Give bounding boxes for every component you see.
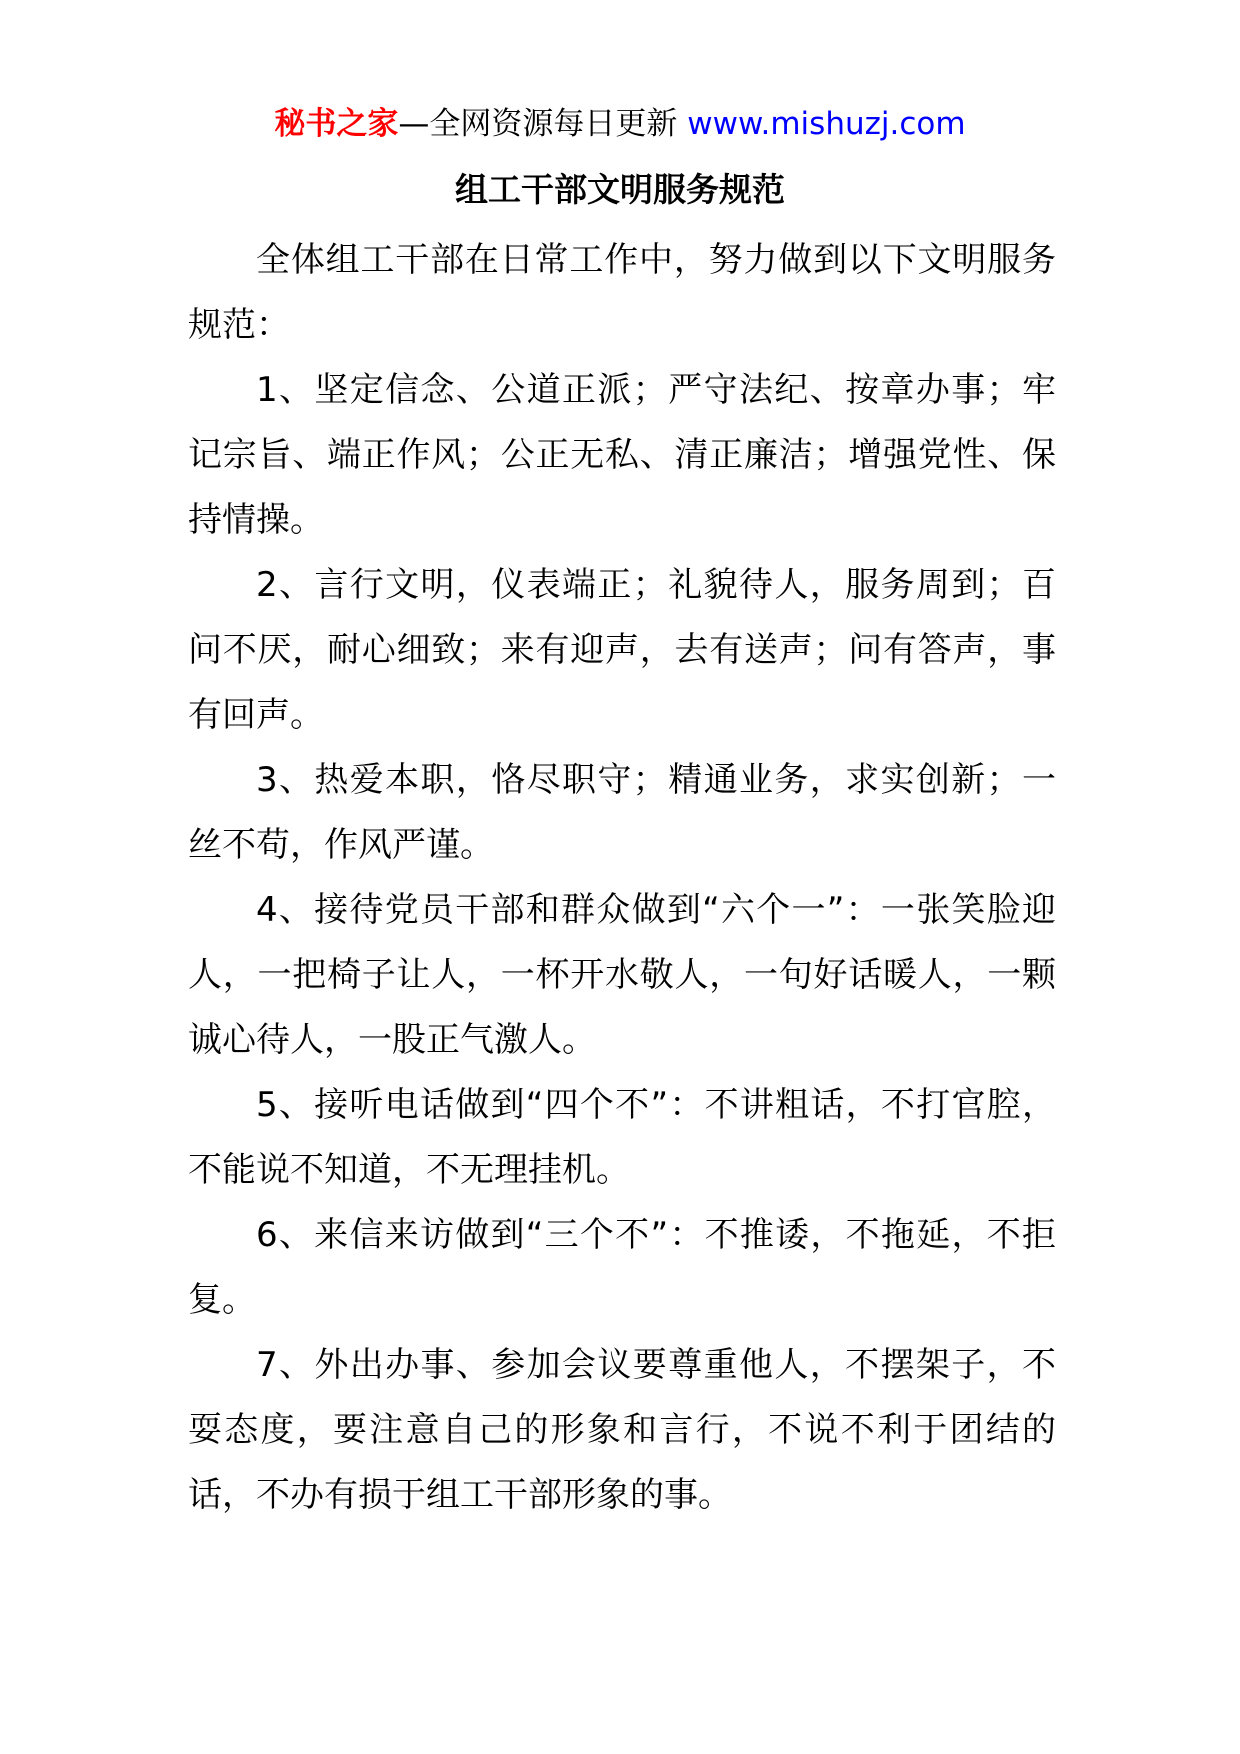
rule-paragraph-1: 1、坚定信念、公道正派；严守法纪、按章办事；牢记宗旨、端正作风；公正无私、清正廉洁；增强党性、保持情操。	[188, 370, 1056, 540]
site-url-link[interactable]: www.mishuzj.com	[687, 106, 966, 142]
header-tagline: —全网资源每日更新	[398, 106, 688, 142]
rule-paragraph-7: 7、外出办事、参加会议要尊重他人，不摆架子，不耍态度，要注意自己的形象和言行，不说不利于团结的话，不办有损于组工干部形象的事。	[188, 1345, 1056, 1515]
intro-paragraph: 全体组工干部在日常工作中，努力做到以下文明服务规范：	[188, 240, 1056, 345]
document-title: 组工干部文明服务规范	[455, 170, 785, 209]
rule-paragraph-6: 6、来信来访做到“三个不”：不推诿，不拖延，不拒复。	[188, 1215, 1056, 1320]
brand-name: 秘书之家	[274, 106, 399, 142]
document-body	[188, 228, 1056, 1528]
site-header	[0, 100, 1240, 148]
rule-paragraph-2: 2、言行文明，仪表端正；礼貌待人，服务周到；百问不厌，耐心细致；来有迎声，去有送声；问有答声，事有回声。	[188, 565, 1056, 735]
rule-paragraph-4: 4、接待党员干部和群众做到“六个一”：一张笑脸迎人，一把椅子让人，一杯开水敬人，一句好话暖人，一颗诚心待人，一股正气激人。	[188, 890, 1056, 1060]
rule-paragraph-3: 3、热爱本职，恪尽职守；精通业务，求实创新；一丝不苟，作风严谨。	[188, 760, 1056, 865]
rule-paragraph-5: 5、接听电话做到“四个不”：不讲粗话，不打官腔，不能说不知道，不无理挂机。	[188, 1085, 1056, 1190]
